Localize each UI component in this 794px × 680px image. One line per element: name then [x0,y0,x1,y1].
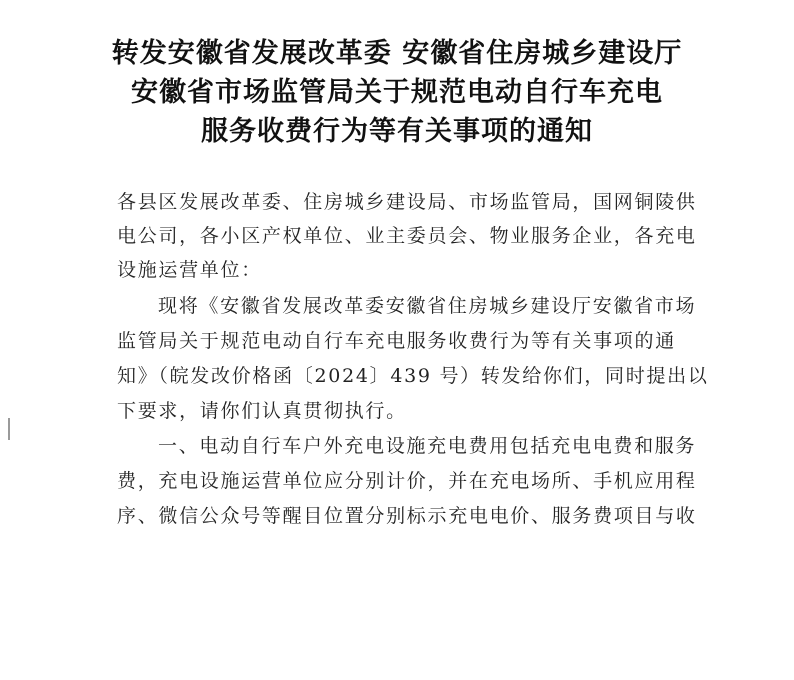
paragraph-2-line-2: 费，充电设施运营单位应分别计价，并在充电场所、手机应用程 [117,470,697,492]
document-title-line-2: 安徽省市场监管局关于规范电动自行车充电 [131,77,663,108]
addressee-line-1: 各县区发展改革委、住房城乡建设局、市场监管局，国网铜陵供 [117,191,697,213]
paragraph-2-line-3: 序、微信公众号等醒目位置分别标示充电电价、服务费项目与收 [117,505,697,527]
addressee-line-3: 设施运营单位： [117,259,262,281]
addressee-line-2: 电公司，各小区产权单位、业主委员会、物业服务企业，各充电 [117,225,697,247]
paragraph-2-line-1: 一、电动自行车户外充电设施充电费用包括充电电费和服务 [158,435,697,457]
paragraph-1-line-3: 知》（皖发改价格函〔2024〕439 号）转发给你们，同时提出以 [117,365,709,387]
paragraph-1-line-2: 监管局关于规范电动自行车充电服务收费行为等有关事项的通 [117,330,676,352]
paragraph-1-line-1: 现将《安徽省发展改革委安徽省住房城乡建设厅安徽省市场 [158,295,697,317]
document-title-line-3: 服务收费行为等有关事项的通知 [201,116,593,147]
document-title-line-1: 转发安徽省发展改革委 安徽省住房城乡建设厅 [111,38,683,69]
scan-edge-mark [8,418,10,440]
paragraph-1-line-4: 下要求，请你们认真贯彻执行。 [117,400,407,422]
